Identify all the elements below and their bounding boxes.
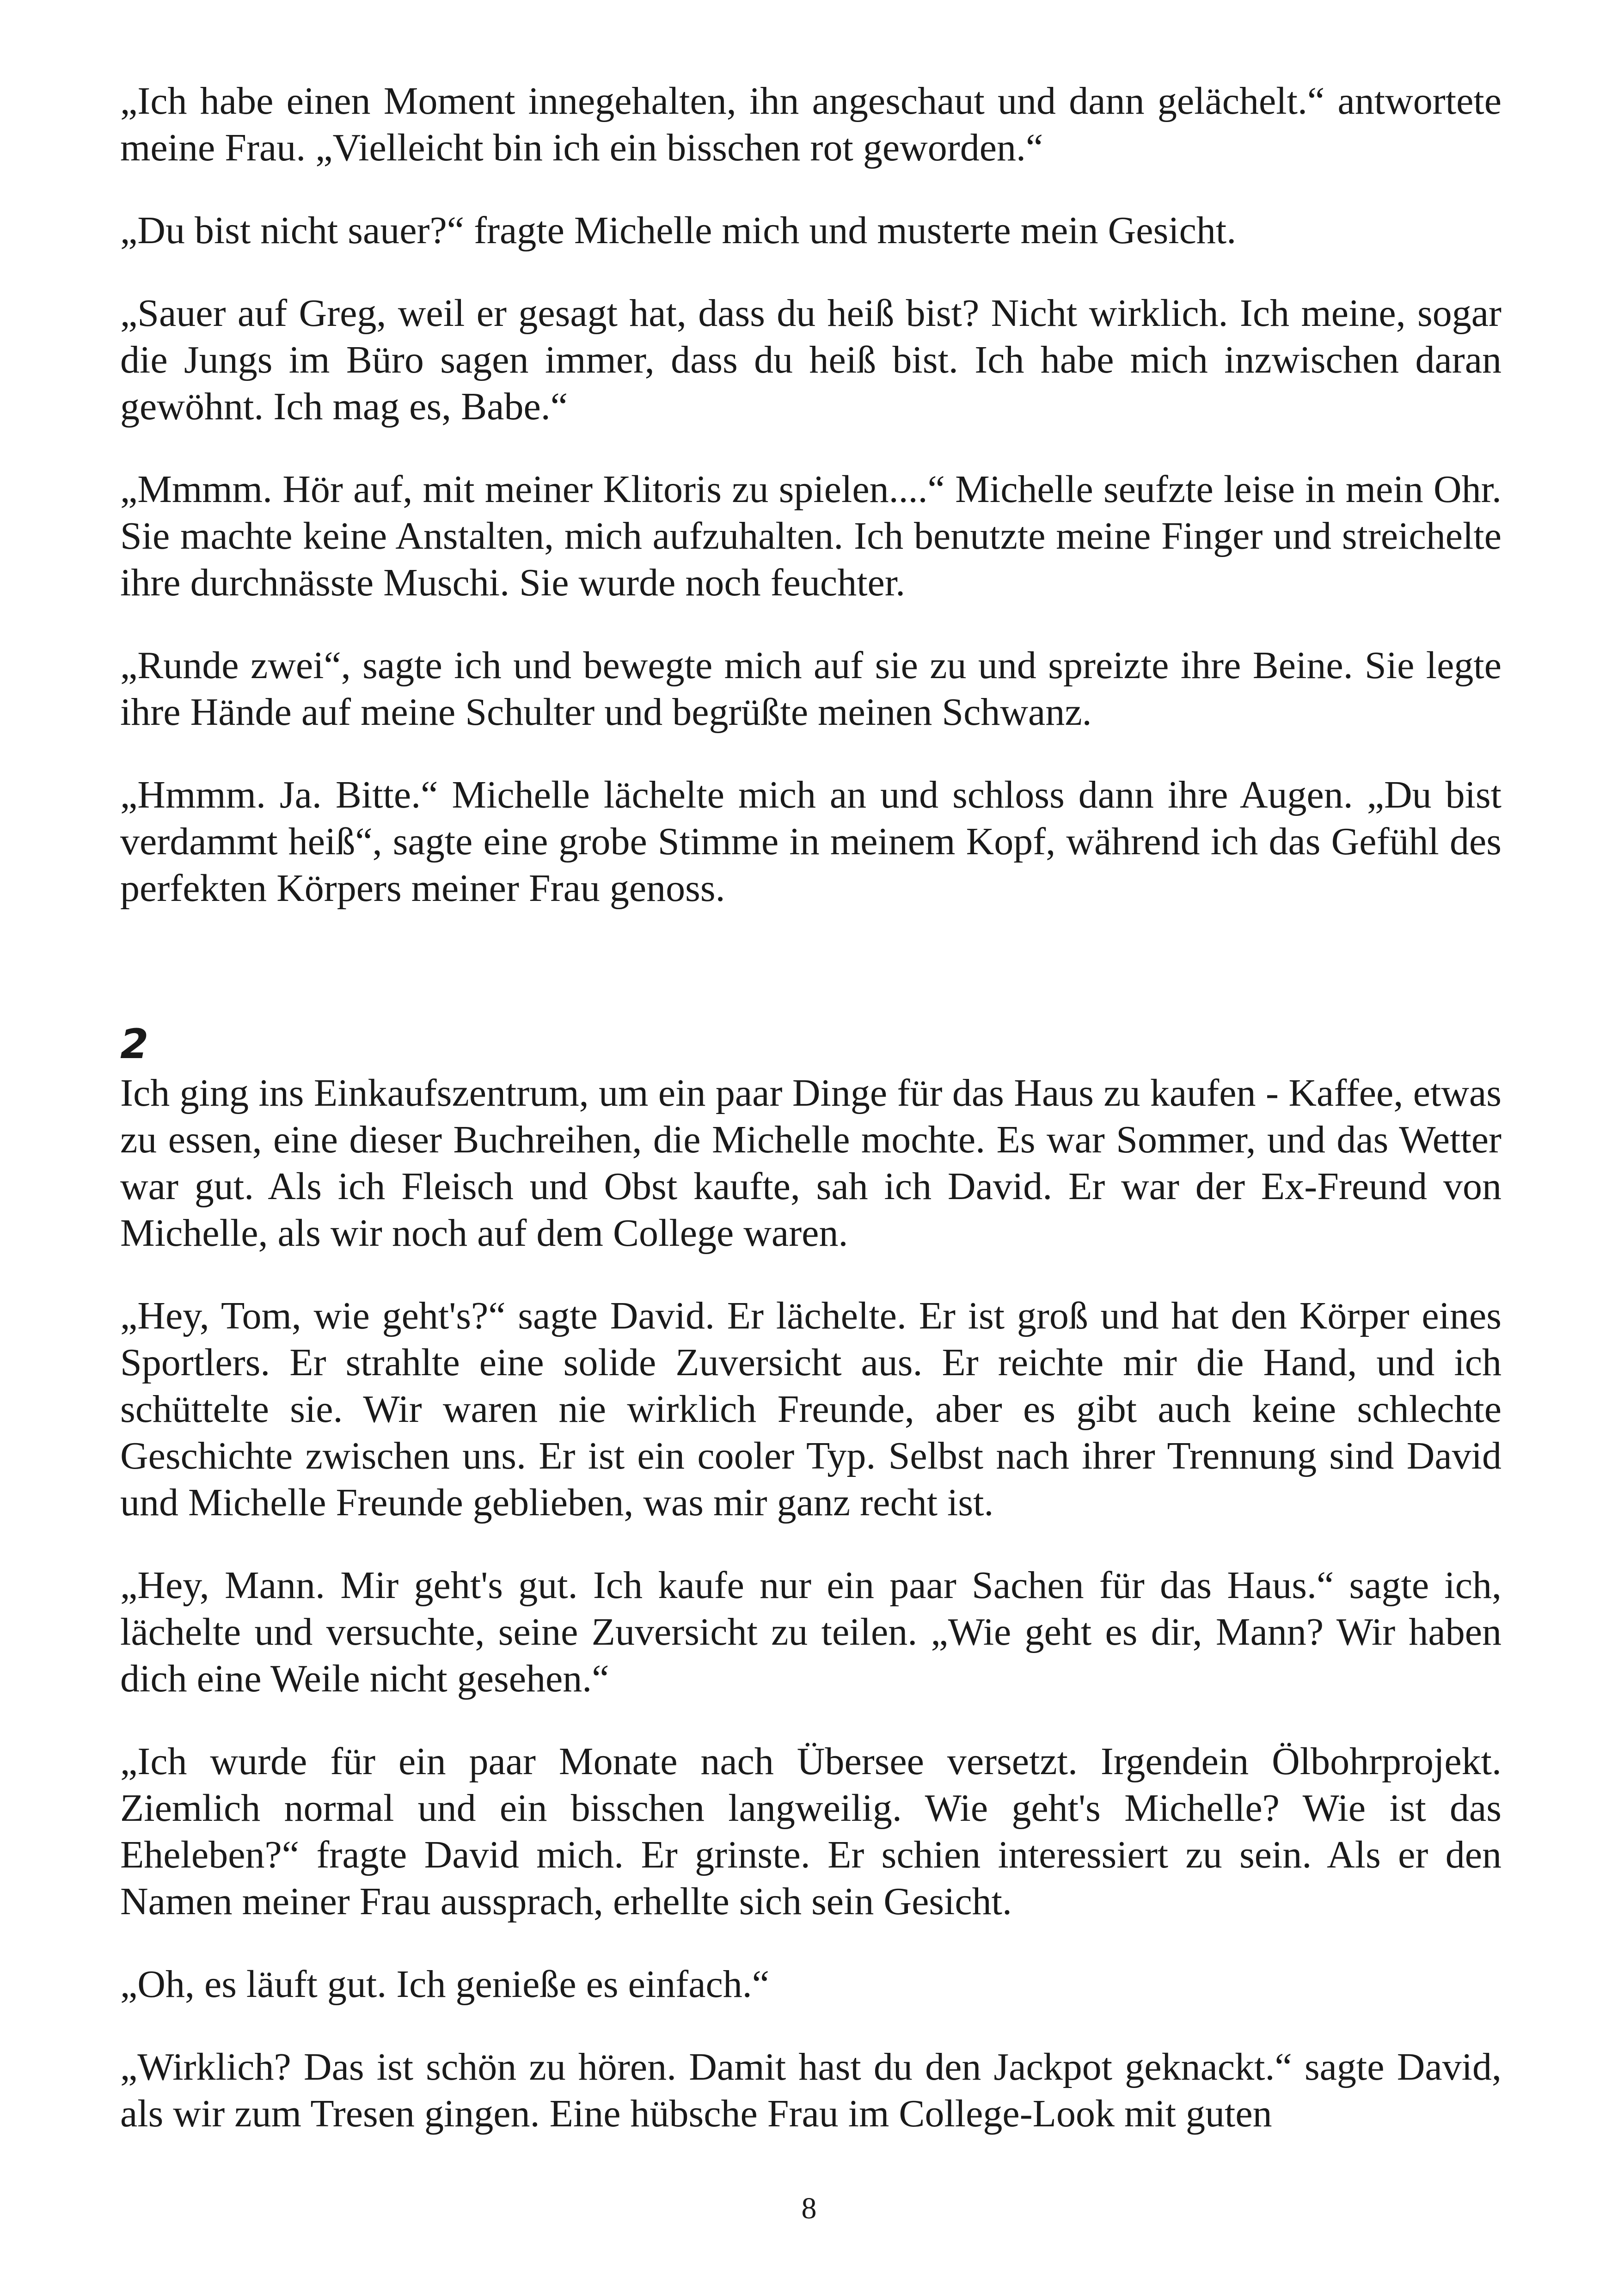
page-body bbox=[120, 78, 1502, 2137]
page-number: 8 bbox=[801, 2192, 817, 2225]
paragraph: „Hey, Tom, wie geht's?“ sagte David. Er lächelte. Er ist groß und hat den Körper eines Sportlers. Er strahlte eine solide Zuversicht aus. Er reichte mir die Hand, und ich schüttelte sie. Wir waren nie wirklich Freunde, aber es gibt auch keine schlechte Geschichte zwischen uns. Er ist ein cooler Typ. Selbst nach ihrer Trennung sind David und Michelle Freunde geblieben, was mir ganz recht ist. bbox=[120, 1294, 1502, 1524]
paragraph: „Ich habe einen Moment innegehalten, ihn angeschaut und dann gelächelt.“ antwortete meine Frau. „Vielleicht bin ich ein bisschen rot geworden.“ bbox=[120, 80, 1502, 169]
paragraph: Ich ging ins Einkaufszentrum, um ein paar Dinge für das Haus zu kaufen - Kaffee, etwas zu essen, eine dieser Buchreihen, die Michelle mochte. Es war Sommer, und das Wetter war gut. Als ich Fleisch und Obst kaufte, sah ich David. Er war der Ex-Freund von Michelle, als wir noch auf dem College waren. bbox=[120, 1071, 1502, 1255]
paragraph: „Du bist nicht sauer?“ fragte Michelle mich und musterte mein Gesicht. bbox=[120, 209, 1237, 252]
paragraph: „Hmmm. Ja. Bitte.“ Michelle lächelte mich an und schloss dann ihre Augen. „Du bist verdammt heiß“, sagte eine grobe Stimme in meinem Kopf, während ich das Gefühl des perfekten Körpers meiner Frau genoss. bbox=[120, 773, 1502, 910]
paragraph: „Hey, Mann. Mir geht's gut. Ich kaufe nur ein paar Sachen für das Haus.“ sagte ich, lächelte und versuchte, seine Zuversicht zu teilen. „Wie geht es dir, Mann? Wir haben dich eine Weile nicht gesehen.“ bbox=[120, 1564, 1502, 1700]
paragraph: „Mmmm. Hör auf, mit meiner Klitoris zu spielen....“ Michelle seufzte leise in mein Ohr. Sie machte keine Anstalten, mich aufzuhalten. Ich benutzte meine Finger und streichelte ihre durchnässte Muschi. Sie wurde noch feuchter. bbox=[120, 468, 1502, 604]
chapter-number: 2 bbox=[120, 1020, 149, 1068]
paragraph: „Wirklich? Das ist schön zu hören. Damit hast du den Jackpot geknackt.“ sagte David, als wir zum Tresen gingen. Eine hübsche Frau im College-Look mit guten bbox=[120, 2045, 1502, 2135]
paragraph: „Sauer auf Greg, weil er gesagt hat, dass du heiß bist? Nicht wirklich. Ich meine, sogar die Jungs im Büro sagen immer, dass du heiß bist. Ich habe mich inzwischen daran gewöhnt. Ich mag es, Babe.“ bbox=[120, 292, 1502, 428]
paragraph: „Ich wurde für ein paar Monate nach Übersee versetzt. Irgendein Ölbohrprojekt. Ziemlich normal und ein bisschen langweilig. Wie geht's Michelle? Wie ist das Eheleben?“ fragte David mich. Er grinste. Er schien interessiert zu sein. Als er den Namen meiner Frau aussprach, erhellte sich sein Gesicht. bbox=[120, 1740, 1502, 1923]
paragraph: „Oh, es läuft gut. Ich genieße es einfach.“ bbox=[120, 1963, 770, 2006]
paragraph: „Runde zwei“, sagte ich und bewegte mich auf sie zu und spreizte ihre Beine. Sie legte ihre Hände auf meine Schulter und begrüßte meinen Schwanz. bbox=[120, 644, 1502, 734]
